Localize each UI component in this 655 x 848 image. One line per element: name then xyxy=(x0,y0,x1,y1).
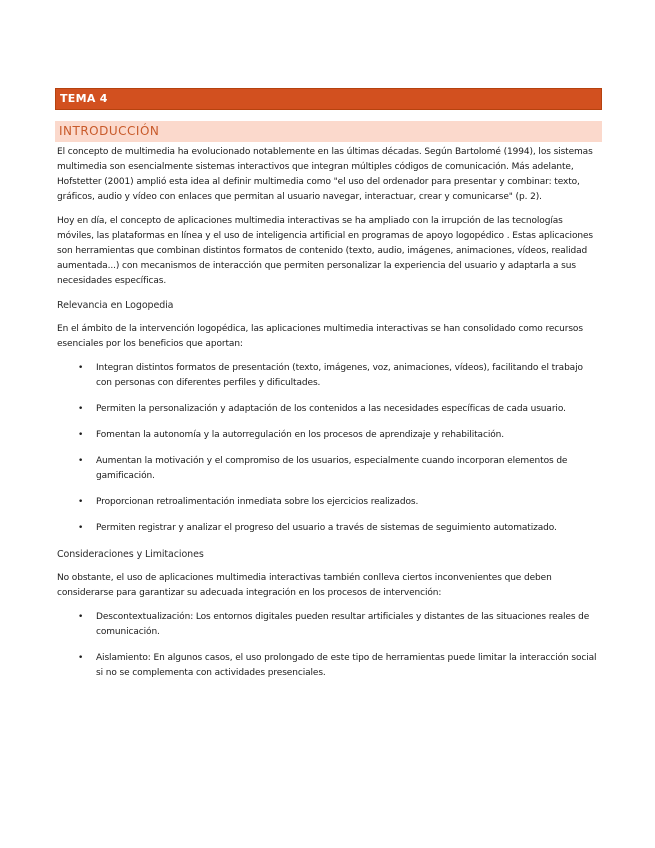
list-item-text: Permiten la personalización y adaptación de los contenidos a las necesidades específicas de cada usuario. xyxy=(96,404,566,414)
bullet-icon: • xyxy=(78,363,84,373)
list-item xyxy=(57,402,600,417)
bullet-icon: • xyxy=(78,404,84,414)
document-body xyxy=(57,145,600,692)
tema-label: TEMA 4 xyxy=(60,92,108,105)
relevance-heading: Relevancia en Logopedia xyxy=(57,300,174,311)
bullet-icon: • xyxy=(78,497,84,507)
bullet-icon: • xyxy=(78,653,84,663)
tema-title-bar xyxy=(55,88,602,110)
list-item xyxy=(57,428,600,443)
bullet-icon: • xyxy=(78,456,84,466)
list-item-text: Permiten registrar y analizar el progreso del usuario a través de sistemas de seguimiento automatizado. xyxy=(96,523,557,533)
list-item-text: Integran distintos formatos de presentación (texto, imágenes, voz, animaciones, vídeos), facilitando el trabajo con personas con diferentes perfiles y dificultades. xyxy=(96,363,583,388)
list-item-text: Descontextualización: Los entornos digitales pueden resultar artificiales y distantes de las situaciones reales de comunicación. xyxy=(96,612,590,637)
section-header-bar xyxy=(55,121,602,142)
list-item xyxy=(57,521,600,536)
list-item-text: Aumentan la motivación y el compromiso de los usuarios, especialmente cuando incorporan elementos de gamificación. xyxy=(96,456,568,481)
limitations-list xyxy=(57,610,600,681)
list-item xyxy=(57,495,600,510)
intro-paragraph-2: Hoy en día, el concepto de aplicaciones multimedia interactivas se ha ampliado con la irrupción de las tecnologías móviles, las plataformas en línea y el uso de inteligencia artificial en programas de apoyo logopédico . Estas aplicaciones son herramientas que combinan distintos formatos de contenido (texto, audio, imágenes, animaciones, vídeos, realidad aumentada...) con mecanismos de interacción que permiten personalizar la experiencia del usuario y adaptarla a sus necesidades específicas. xyxy=(57,216,593,286)
list-item-text: Fomentan la autonomía y la autorregulación en los procesos de aprendizaje y rehabilitación. xyxy=(96,430,504,440)
list-item xyxy=(57,651,600,681)
intro-paragraph-1: El concepto de multimedia ha evolucionado notablemente en las últimas décadas. Según Bartolomé (1994), los sistemas multimedia son esencialmente sistemas interactivos que integran múltiples códigos de comunicación. Más adelante, Hofstetter (2001) amplió esta idea al definir multimedia como "el uso del ordenador para presentar y combinar: texto, gráficos, audio y vídeo con enlaces que permitan al usuario navegar, interactuar, crear y comunicarse" (p. 2). xyxy=(57,147,593,202)
list-item xyxy=(57,361,600,391)
section-title: INTRODUCCIÓN xyxy=(59,124,160,138)
bullet-icon: • xyxy=(78,612,84,622)
relevance-benefits-list xyxy=(57,361,600,536)
considerations-heading: Consideraciones y Limitaciones xyxy=(57,549,204,560)
list-item-text: Aislamiento: En algunos casos, el uso prolongado de este tipo de herramientas puede limitar la interacción social si no se complementa con actividades presenciales. xyxy=(96,653,597,678)
considerations-intro: No obstante, el uso de aplicaciones multimedia interactivas también conlleva ciertos inconvenientes que deben considerarse para garantizar su adecuada integración en los procesos de intervención: xyxy=(57,573,552,598)
relevance-intro: En el ámbito de la intervención logopédica, las aplicaciones multimedia interactivas se han consolidado como recursos esenciales por los beneficios que aportan: xyxy=(57,324,583,349)
bullet-icon: • xyxy=(78,430,84,440)
list-item xyxy=(57,610,600,640)
bullet-icon: • xyxy=(78,523,84,533)
list-item-text: Proporcionan retroalimentación inmediata sobre los ejercicios realizados. xyxy=(96,497,419,507)
list-item xyxy=(57,454,600,484)
